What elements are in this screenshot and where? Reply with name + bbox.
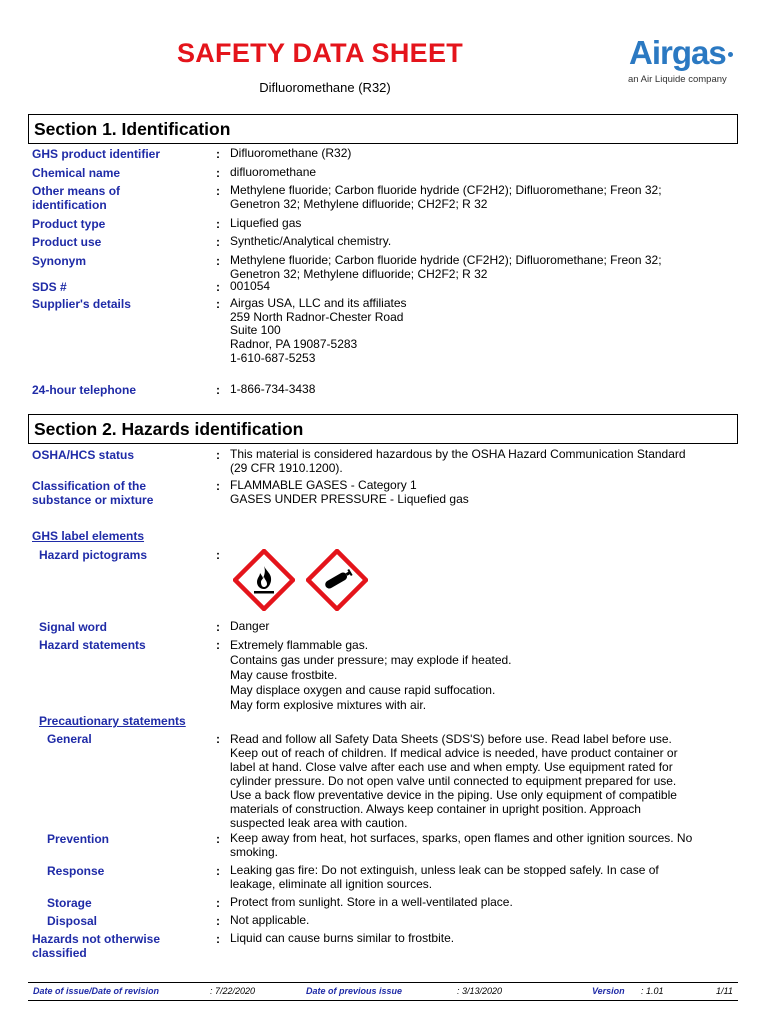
field-label: Response (47, 864, 105, 878)
field-label: 24-hour telephone (32, 383, 137, 397)
field-value: Danger (230, 619, 270, 633)
field-label: Prevention (47, 832, 110, 846)
footer-page-number: 1/11 (716, 986, 733, 996)
gas-cylinder-pictogram-icon (306, 549, 368, 611)
colon: : (216, 217, 220, 231)
field-value: Extremely flammable gas. Contains gas under pressure; may explode if heated. May cause frostbite. May displace oxygen and cause rapid suffocation. May form explosive mixtures with air. (230, 638, 512, 712)
field-label: Synonym (32, 254, 87, 268)
section-2-heading: Section 2. Hazards identification (28, 414, 738, 444)
field-value: FLAMMABLE GASES - Category 1 GASES UNDER PRESSURE - Liquefied gas (230, 478, 469, 506)
field-value: Synthetic/Analytical chemistry. (230, 234, 392, 248)
document-title: SAFETY DATA SHEET (176, 38, 464, 68)
field-value: Liquid can cause burns similar to frostbite. (230, 931, 455, 945)
colon: : (216, 732, 220, 746)
field-label: Supplier's details (32, 297, 131, 311)
colon: : (216, 620, 220, 634)
airgas-logo (626, 34, 738, 88)
ghs-label-elements-heading: GHS label elements (32, 529, 145, 543)
field-value: Leaking gas fire: Do not extinguish, unless leak can be stopped safely. In case of leakage, eliminate all ignition sources. (230, 863, 659, 891)
colon: : (216, 235, 220, 249)
footer-issue-label: Date of issue/Date of revision (33, 986, 160, 996)
field-label: Hazard statements (39, 638, 146, 652)
colon: : (216, 184, 220, 198)
field-value: Airgas USA, LLC and its affiliates 259 North Radnor-Chester Road Suite 100 Radnor, PA 19087-5283 1-610-687-5253 (230, 296, 407, 365)
product-subtitle: Difluoromethane (R32) (259, 80, 391, 95)
field-label: Chemical name (32, 166, 121, 180)
colon: : (216, 448, 220, 462)
footer-previous-issue-value: : 3/13/2020 (457, 986, 503, 996)
precautionary-statements-heading: Precautionary statements (39, 714, 186, 728)
field-value: Methylene fluoride; Carbon fluoride hydride (CF2H2); Difluoromethane; Freon 32; Genetron 32; Methylene difluoride; CH2F2; R 32 (230, 183, 662, 211)
field-label: General (47, 732, 92, 746)
field-value: Liquefied gas (230, 216, 302, 230)
field-label: OSHA/HCS status (32, 448, 135, 462)
colon: : (216, 254, 220, 268)
colon: : (216, 638, 220, 652)
field-label: Signal word (39, 620, 108, 634)
colon: : (216, 297, 220, 311)
field-label: Classification of the substance or mixture (32, 479, 154, 507)
colon: : (216, 383, 220, 397)
field-value: Methylene fluoride; Carbon fluoride hydride (CF2H2); Difluoromethane; Freon 32; Genetron 32; Methylene difluoride; CH2F2; R 32 (230, 253, 662, 281)
footer-bottom-rule (28, 1000, 738, 1001)
field-value: 001054 (230, 279, 271, 293)
field-value: difluoromethane (230, 165, 317, 179)
flame-pictogram-icon (233, 549, 295, 611)
field-label: GHS product identifier (32, 147, 161, 161)
colon: : (216, 932, 220, 946)
logo-tagline: an Air Liquide company (628, 74, 727, 85)
field-label: Product use (32, 235, 102, 249)
field-value: Read and follow all Safety Data Sheets (SDS'S) before use. Read label before use. Keep out of reach of children. If medical advice is needed, have product container or label at hand. Close valve after each use and when empty. Use equipment rated for cylinder pressure. Do not open valve until connected to equipment prepared for use. Use a back flow preventative device in the piping. Use only equipment of compatible materials of construction. Always keep container in upright position. Approach suspected leak area with caution. (230, 732, 678, 830)
logo-dot (728, 52, 733, 57)
field-value: 1-866-734-3438 (230, 382, 316, 396)
field-value: Keep away from heat, hot surfaces, sparks, open flames and other ignition sources. No smoking. (230, 831, 693, 859)
footer-top-rule (28, 982, 738, 983)
colon: : (216, 832, 220, 846)
field-label: Other means of identification (32, 184, 121, 212)
colon: : (216, 166, 220, 180)
field-value: Not applicable. (230, 913, 310, 927)
footer-previous-issue-label: Date of previous issue (306, 986, 403, 996)
footer-version-value: : 1.01 (641, 986, 664, 996)
logo-wordmark: Airgas (629, 34, 726, 71)
field-label: Product type (32, 217, 106, 231)
footer-issue-value: : 7/22/2020 (210, 986, 256, 996)
field-value: Difluoromethane (R32) (230, 146, 352, 160)
field-label: Hazard pictograms (39, 548, 148, 562)
colon: : (216, 914, 220, 928)
field-value: This material is considered hazardous by the OSHA Hazard Communication Standard (29 CFR 1910.1200). (230, 447, 686, 475)
colon: : (216, 479, 220, 493)
colon: : (216, 280, 220, 294)
colon: : (216, 864, 220, 878)
colon: : (216, 896, 220, 910)
colon: : (216, 147, 220, 161)
section-1-heading: Section 1. Identification (28, 114, 738, 144)
colon: : (216, 548, 220, 562)
field-value: Protect from sunlight. Store in a well-ventilated place. (230, 895, 513, 909)
field-label: SDS # (32, 280, 67, 294)
field-label: Disposal (47, 914, 98, 928)
field-label: Hazards not otherwise classified (32, 932, 161, 960)
footer-version-label: Version (592, 986, 625, 996)
field-label: Storage (47, 896, 92, 910)
